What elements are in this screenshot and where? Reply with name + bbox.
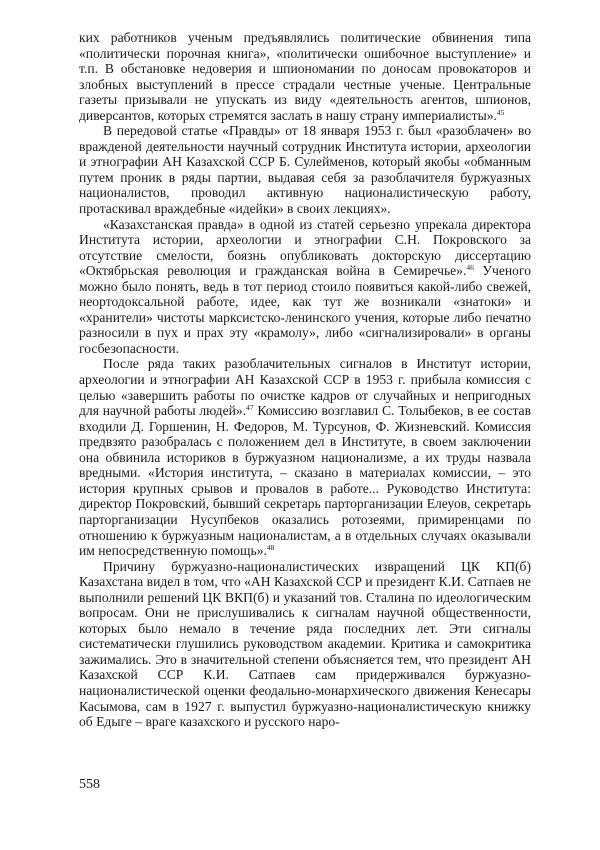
text-segment: «Казахстанская правда» в одной из статей серьезно упрекала директора Института истории, археологии и этнографии С.Н. Покровского за отсутствие смелости, боязнь опубликовать докторскую диссертацию «Октябрьская революция и гражданская война в Семиречье». — [79, 216, 531, 279]
text-segment: ких работников ученым предъявлялись политические обвинения типа «политически порочная книга», «политически ошибочное выступление» и т.п. В обстановке недоверия и шпиономании по доносам провокаторов и злобных выступлений в прессе страдали честные ученые. Центральные газеты призывали не упускать из виду «деятельность агентов, шпионов, диверсантов, которых стремятся заслать в нашу страну империалисты». — [79, 30, 531, 123]
footnote-ref-46: 46 — [466, 263, 474, 273]
page-number: 558 — [79, 777, 100, 792]
paragraph-5 — [79, 559, 531, 730]
footnote-ref-48: 48 — [266, 543, 275, 553]
paragraph-4 — [79, 356, 531, 558]
paragraph-2 — [79, 123, 531, 216]
paragraph-1 — [79, 30, 531, 123]
text-segment: Ученого можно было понять, ведь в тот период стоило появиться какой-либо свежей, неортодоксальной работе, идее, как тут же возникали «знатоки» и «хранители» чистоты марксистско-ленинского учения, которые либо печатно разносили в пух и прах эту «крамолу», либо «сигнализировали» в органы госбезопасности. — [79, 263, 531, 356]
text-segment: Причину буржуазно-националистических извращений ЦК КП(б) Казахстана видел в том, что «АН Казахской ССР и президент К.И. Сатпаев не выполнили решений ЦК ВКП(б) и указаний тов. Сталина по идеологическим вопросам. Они не прислушивались к сигналам научной общественности, которых было немало в течение ряда последних лет. Эти сигналы систематически глушились руководством академии. Критика и самокритика зажимались. Это в значительной степени объясняется тем, что президент АН Казахской ССР К.И. Сатпаев сам придерживался буржуазно-националистической оценки феодально-монархического движения Кенесары Касымова, сам в 1927 г. выпустил буржуазно-националистическую книжку об Едыге – враге казахского и русского наро- — [79, 558, 531, 730]
text-segment: В передовой статье «Правды» от 18 января 1953 г. был «разоблачен» во вражденой деятельности научный сотрудник Института истории, археологии и этнографии АН Казахской ССР Б. Сулейменов, который якобы «обманным путем проник в ряды партии, выдавая себя за разоблачителя буржуазных националистов, проводил активную националистическую работу, протаскивал враждебные «идейки» в своих лекциях». — [79, 123, 531, 217]
text-segment: После ряда таких разоблачительных сигналов в Институт истории, археологии и этнографии АН Казахской ССР в 1953 г. прибыла комиссия с целью «завершить работы по очистке кадров от случайных и непригодных для научной работы людей». — [79, 356, 531, 419]
footnote-ref-45: 45 — [496, 107, 505, 117]
page-body — [79, 30, 531, 730]
footnote-ref-47: 47 — [246, 403, 254, 413]
paragraph-3 — [79, 217, 531, 357]
text-segment: Комиссию возглавил С. Толыбеков, в ее состав входили Д. Горшенин, Н. Федоров, М. Турсунов, Ф. Жизневский. Комиссия предвзято разобралась с положением дел в Институте, в своем заключении она обвинила историков в буржуазном национализме, а их труды назвала вредными. «История института, – сказано в материалах комиссии, – это история крупных срывов и провалов в работе... Руководство Института: директор Покровский, бывший секретарь парторганизации Елеуов, секретарь парторганизации Нусупбеков оказались ротозеями, примиренцами по отношению к буржуазным националистам, а в отдельных случаях оказывали им непосредственную помощь». — [79, 403, 531, 559]
